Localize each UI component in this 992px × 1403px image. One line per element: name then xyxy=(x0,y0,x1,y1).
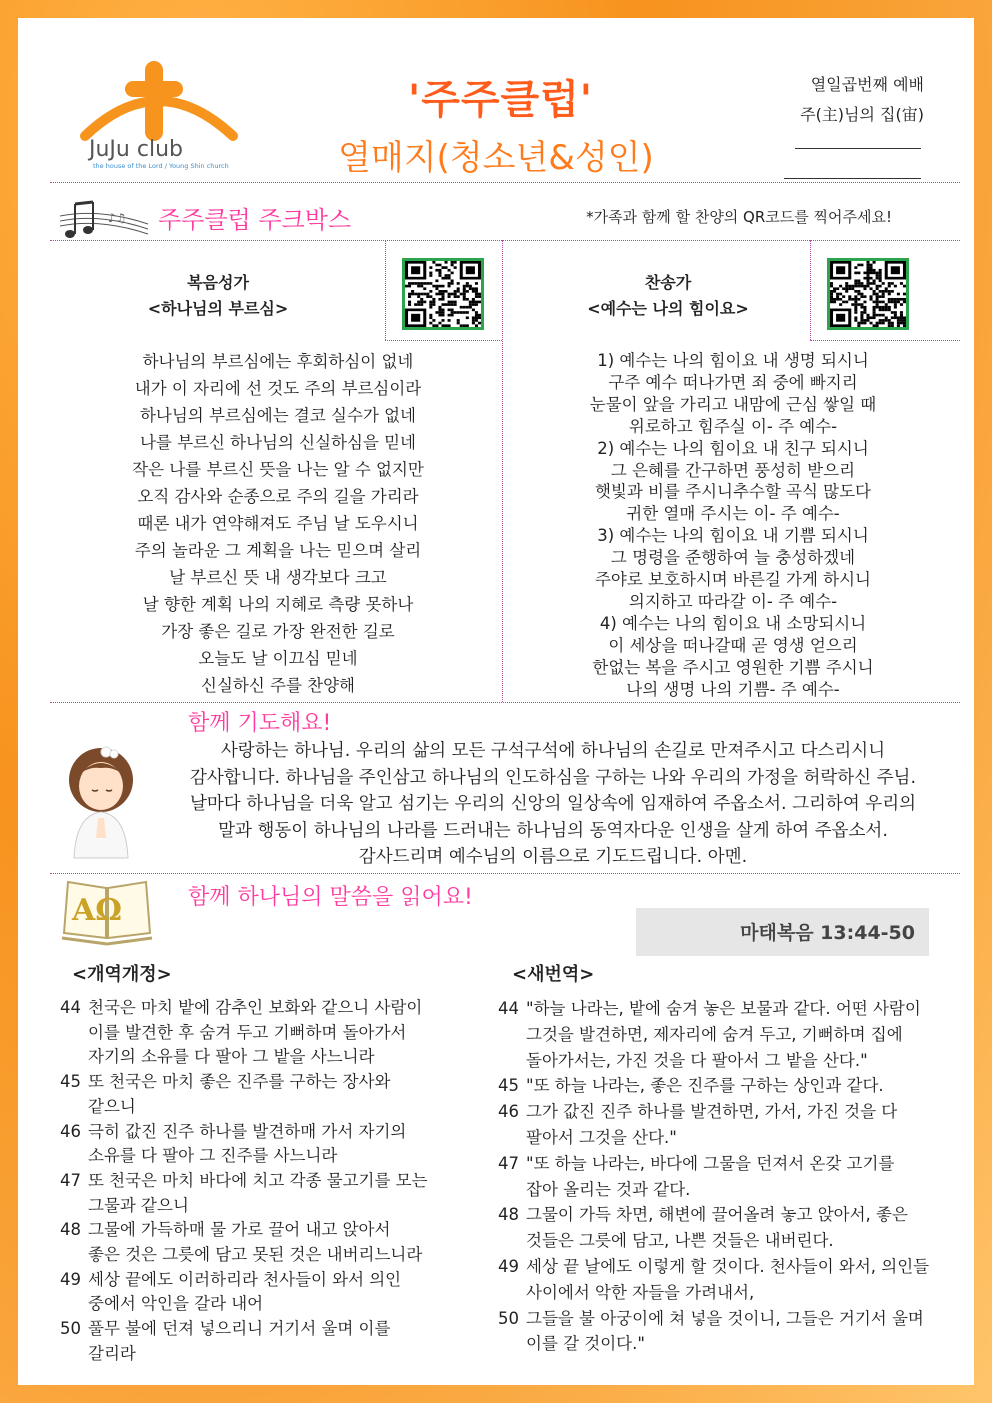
verse-number: 46 xyxy=(60,1121,81,1141)
lyric-line: 나의 생명 나의 기쁨- 주 예수- xyxy=(626,679,840,699)
lyric-line: 주의 놀라운 그 계획을 나는 믿으며 살리 xyxy=(134,541,422,560)
verse-text xyxy=(88,1120,490,1169)
verse-text xyxy=(526,1073,938,1099)
verse-line: 중에서 악인을 갈라 내어 xyxy=(88,1294,264,1314)
title-sub: 열매지(청소년&성인) xyxy=(338,138,654,178)
verse-line: 그가 값진 진주 하나를 발견하면, 가서, 가진 것을 다 xyxy=(526,1102,898,1122)
song1-lyrics xyxy=(58,348,498,699)
house-label: 주(主)님의 집(宙) xyxy=(800,105,924,124)
verse-line: 자기의 소유를 다 팔아 그 밭을 사느니라 xyxy=(88,1047,375,1067)
divider-qr1-vertical xyxy=(385,240,386,340)
prayer-line: 말과 행동이 하나님의 나라를 드러내는 하나님의 동역자다운 인생을 살게 하여 주옵소서. xyxy=(218,820,888,841)
verse-line: 소유를 다 팔아 그 진주를 사느니라 xyxy=(88,1146,338,1166)
verse-row xyxy=(60,1317,490,1366)
song1-title: <하나님의 부르심> xyxy=(147,299,289,318)
verse-line: 좋은 것은 그릇에 담고 못된 것은 내버리느니라 xyxy=(88,1245,423,1265)
verse-line: "하늘 나라는, 밭에 숨겨 놓은 보물과 같다. 어떤 사람이 xyxy=(526,999,921,1018)
lyric-line: 나를 부르신 하나님의 신실하심을 믿네 xyxy=(139,433,416,452)
verse-text xyxy=(88,1268,490,1317)
verse-number: 44 xyxy=(60,998,81,1017)
prayer-line: 날마다 하나님을 더욱 알고 섬기는 우리의 신앙의 일상속에 임재하여 주옵소서. 그리하여 우리의 xyxy=(189,794,917,814)
lyric-line: 그 명령을 준행하여 늘 충성하겠네 xyxy=(610,548,856,568)
verse-line: 그들을 불 아궁이에 쳐 넣을 것이니, 그들은 거기서 울며 xyxy=(526,1308,924,1328)
verse-line: 돌아가서는, 가진 것을 다 팔아서 그 밭을 산다." xyxy=(526,1050,868,1070)
verse-line: 또 천국은 마치 좋은 진주를 구하는 장사와 xyxy=(88,1072,391,1092)
right-verses xyxy=(498,996,938,1357)
title-main: '주주클럽' xyxy=(408,77,594,123)
verse-number: 48 xyxy=(60,1220,81,1240)
right-translation-heading: <새번역> xyxy=(512,964,595,985)
song2-heading xyxy=(538,270,798,322)
lyric-line: 3) 예수는 나의 힘이요 내 기쁨 되시니 xyxy=(597,526,869,546)
qr-note: *가족과 함께 할 찬양의 QR코드를 찍어주세요! xyxy=(586,208,892,226)
verse-line: 갈리라 xyxy=(88,1343,136,1363)
verse-line: 그것을 발견하면, 제자리에 숨겨 두고, 기뻐하며 집에 xyxy=(526,1024,903,1044)
lyric-line: 1) 예수는 나의 힘이요 내 생명 되시니 xyxy=(597,351,869,370)
verse-line: 그물과 같으니 xyxy=(88,1195,189,1215)
verse-line: 잡아 올리는 것과 같다. xyxy=(526,1179,691,1199)
song2-lyrics xyxy=(508,350,958,701)
divider-word-top xyxy=(50,873,960,874)
jukebox-title: 주주클럽 주크박스 xyxy=(158,206,352,234)
verse-text xyxy=(526,1151,938,1203)
song1-heading xyxy=(98,270,338,322)
verse-line: 풀무 불에 던져 넣으리니 거기서 울며 이를 xyxy=(88,1319,391,1339)
svg-text:♪♫: ♪♫ xyxy=(108,211,127,225)
lyric-line: 내가 이 자리에 선 것도 주의 부르심이라 xyxy=(134,379,422,398)
lyric-line: 오늘도 날 이끄심 믿네 xyxy=(198,649,358,668)
song1-category: 복음성가 xyxy=(187,273,249,292)
juju-club-logo xyxy=(73,56,243,171)
lyric-line: 그 은혜를 간구하면 풍성히 받으리 xyxy=(610,460,856,480)
logo-name: JuJu club xyxy=(89,137,183,162)
lyric-line: 하나님의 부르심에는 결코 실수가 없네 xyxy=(139,406,416,425)
lyric-line: 날 부르신 뜻 내 생각보다 크고 xyxy=(169,568,387,587)
verse-line: 그물이 가득 차면, 해변에 끌어올려 놓고 앉아서, 좋은 xyxy=(526,1205,908,1225)
divider-jukebox xyxy=(50,240,960,241)
verse-line: 또 천국은 마치 바다에 치고 각종 물고기를 모는 xyxy=(88,1170,428,1190)
word-title: 함께 하나님의 말씀을 읽어요! xyxy=(188,885,473,910)
verse-row xyxy=(498,1306,938,1358)
verse-number: 45 xyxy=(498,1076,519,1096)
verse-number: 44 xyxy=(498,999,519,1018)
verse-row xyxy=(498,1202,938,1254)
lyric-line: 4) 예수는 나의 힘이요 내 소망되시니 xyxy=(599,613,867,633)
verse-text xyxy=(526,996,938,1073)
verse-line: "또 하늘 나라는, 바다에 그물을 던져서 온갖 고기를 xyxy=(526,1153,895,1173)
verse-line: 세상 끝 날에도 이렇게 할 것이다. 천사들이 와서, 의인들 xyxy=(526,1256,930,1276)
lyric-line: 이 세상을 떠나갈때 곧 영생 얻으리 xyxy=(608,635,858,655)
prayer-text xyxy=(148,738,958,871)
lyric-line: 위로하고 힘주실 이- 주 예수- xyxy=(628,416,838,436)
verse-number: 49 xyxy=(60,1269,81,1289)
verse-text xyxy=(526,1099,938,1151)
verse-line: 극히 값진 진주 하나를 발견하매 가서 자기의 xyxy=(88,1121,407,1141)
bulletin-page xyxy=(18,18,974,1385)
lyric-line: 오직 감사와 순종으로 주의 길을 가리라 xyxy=(137,487,419,506)
lyric-line: 2) 예수는 나의 힘이요 내 친구 되시니 xyxy=(597,438,869,458)
verse-row xyxy=(498,1151,938,1203)
verse-line: 것들은 그릇에 담고, 나쁜 것들은 내버린다. xyxy=(526,1231,834,1251)
divider-songs-vertical xyxy=(502,240,503,702)
divider-prayer-top xyxy=(50,702,960,703)
verse-number: 47 xyxy=(498,1153,519,1173)
verse-number: 47 xyxy=(60,1170,81,1190)
verse-row xyxy=(498,1099,938,1151)
verse-line: 사이에서 악한 자들을 가려내서, xyxy=(526,1282,755,1302)
verse-line: 천국은 마치 밭에 감추인 보화와 같으니 사람이 xyxy=(88,998,423,1017)
verse-number: 50 xyxy=(498,1308,519,1328)
blank-line-1 xyxy=(795,148,921,149)
verse-line: 그물에 가득하매 물 가로 끌어 내고 앉아서 xyxy=(88,1220,391,1240)
verse-row xyxy=(498,996,938,1073)
verse-row xyxy=(60,1268,490,1317)
verse-text xyxy=(88,1169,490,1218)
lyric-line: 하나님의 부르심에는 후회하심이 없네 xyxy=(142,352,414,371)
verse-number: 46 xyxy=(498,1102,519,1122)
verse-row xyxy=(60,1070,490,1119)
prayer-line: 사랑하는 하나님. 우리의 삶의 모든 구석구석에 하나님의 손길로 만져주시고 다스리시니 xyxy=(220,741,886,761)
song2-category: 찬송가 xyxy=(644,273,692,292)
lyric-line: 가장 좋은 길로 가장 완전한 길로 xyxy=(161,622,395,641)
verse-row xyxy=(60,1169,490,1218)
blank-line-2 xyxy=(784,178,921,179)
worship-label: 열일곱번째 예배 xyxy=(810,75,924,94)
divider-top xyxy=(50,182,960,183)
open-book-icon xyxy=(60,878,155,948)
verse-number: 48 xyxy=(498,1205,519,1225)
divider-qr1-bottom xyxy=(385,340,502,341)
lyric-line: 귀한 열매 주시는 이- 주 예수- xyxy=(626,504,840,524)
verse-text xyxy=(88,996,490,1070)
lyric-line: 눈물이 앞을 가리고 내맘에 근심 쌓일 때 xyxy=(589,394,877,414)
verse-number: 49 xyxy=(498,1256,519,1276)
scripture-reference: 마태복음 13:44-50 xyxy=(636,908,929,956)
verse-number: 45 xyxy=(60,1072,81,1092)
verse-text xyxy=(526,1202,938,1254)
verse-line: 세상 끝에도 이러하리라 천사들이 와서 의인 xyxy=(88,1269,402,1289)
lyric-line: 주야로 보호하시며 바른길 가게 하시니 xyxy=(594,570,871,590)
verse-text xyxy=(88,1218,490,1267)
left-verses xyxy=(60,996,490,1367)
lyric-line: 때론 내가 연약해져도 주님 날 도우시니 xyxy=(137,514,419,533)
divider-qr2-vertical xyxy=(810,240,811,340)
verse-line: 이를 갈 것이다." xyxy=(526,1334,645,1354)
verse-row xyxy=(498,1254,938,1306)
verse-text xyxy=(88,1070,490,1119)
verse-line: 팔아서 그것을 산다." xyxy=(526,1127,677,1147)
lyric-line: 신실하신 주를 찬양해 xyxy=(201,676,355,695)
lyric-line: 구주 예수 떠나가면 죄 중에 빠지리 xyxy=(608,372,858,392)
lyric-line: 햇빛과 비를 주시니추수할 곡식 많도다 xyxy=(594,482,871,502)
music-note-icon xyxy=(60,194,150,244)
verse-text xyxy=(526,1254,938,1306)
lyric-line: 의지하고 따라갈 이- 주 예수- xyxy=(628,591,838,611)
verse-line: 이를 발견한 후 숨겨 두고 기뻐하며 돌아가서 xyxy=(88,1022,407,1042)
verse-line: "또 하늘 나라는, 좋은 진주를 구하는 상인과 같다. xyxy=(526,1076,884,1096)
lyric-line: 날 향한 계획 나의 지혜로 측량 못하나 xyxy=(142,595,414,614)
book-letters: AΩ xyxy=(72,893,122,928)
prayer-line: 감사합니다. 하나님을 주인삼고 하나님의 인도하심을 구하는 나와 우리의 가정을 허락하신 주님. xyxy=(189,767,917,788)
lyric-line: 작은 나를 부르신 뜻을 나는 알 수 없지만 xyxy=(132,460,424,479)
verse-row xyxy=(498,1073,938,1099)
verse-text xyxy=(526,1306,938,1358)
song2-title: <예수는 나의 힘이요> xyxy=(587,299,749,318)
divider-qr2-bottom xyxy=(810,340,960,341)
header-info xyxy=(800,70,924,130)
left-translation-heading: <개역개정> xyxy=(72,964,172,985)
song2-qr-code[interactable] xyxy=(827,258,909,330)
prayer-title: 함께 기도해요! xyxy=(188,711,332,736)
verse-row xyxy=(60,1120,490,1169)
verse-number: 50 xyxy=(60,1319,81,1339)
logo-tagline: the house of the Lord / Young Shin church xyxy=(93,162,229,170)
verse-row xyxy=(60,1218,490,1267)
lyric-line: 한없는 복을 주시고 영원한 기쁨 주시니 xyxy=(592,657,874,677)
praying-girl-icon xyxy=(56,740,146,860)
verse-row xyxy=(60,996,490,1070)
song1-qr-code[interactable] xyxy=(402,258,484,330)
verse-text xyxy=(88,1317,490,1366)
verse-line: 같으니 xyxy=(88,1096,136,1116)
prayer-line: 감사드리며 예수님의 이름으로 기도드립니다. 아멘. xyxy=(358,847,748,867)
